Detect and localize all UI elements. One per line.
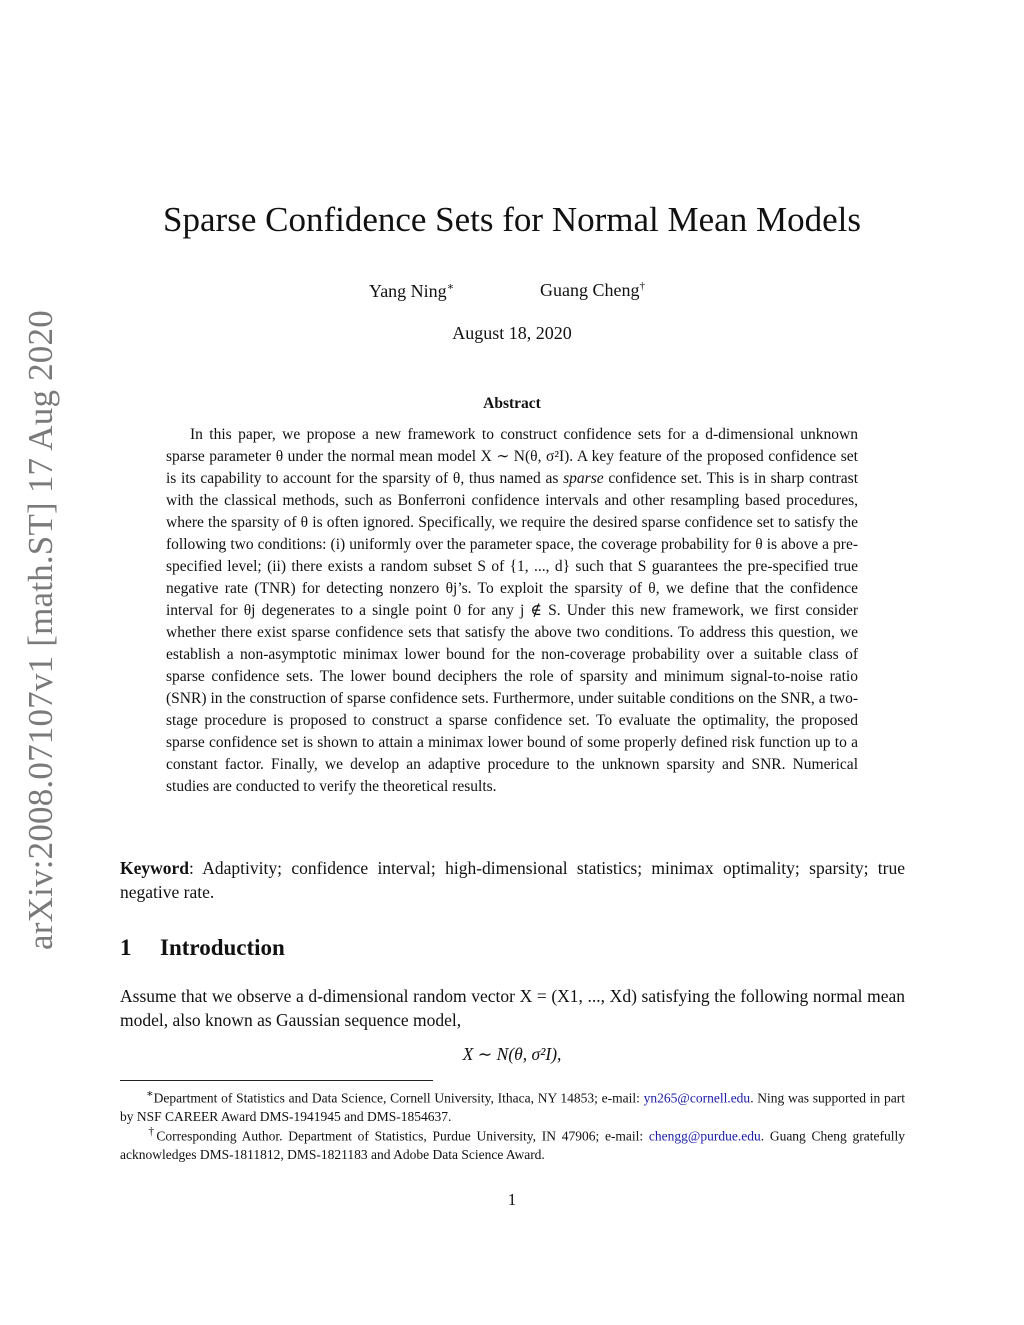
footnote-mark: ∗	[146, 1088, 154, 1100]
section-heading	[120, 935, 285, 961]
author-name: Yang Ning	[369, 281, 447, 301]
abstract-text-2: confidence set. This is in sharp contrast with the classical methods, such as Bonferroni confidence intervals and other resampling based procedures, where the sparsity of θ is often ignored. Specifically, we require the desired sparse confidence set to satisfy the following two conditions: (i) uniformly over the parameter space, the coverage probability for θ is above a pre-specified level; (ii) there exists a random subset S of {1, ..., d} such that S guarantees the pre-specified true negative rate (TNR) for detecting nonzero θj’s. To exploit the sparsity of θ, we define that the confidence interval for θj degenerates to a single point 0 for any j ∉ S. Under this new framework, we first consider whether there exist sparse confidence sets that satisfy the above two conditions. To address this question, we establish a non-asymptotic minimax lower bound for the non-coverage probability over a suitable class of sparse confidence sets. The lower bound deciphers the role of sparsity and minimum signal-to-noise ratio (SNR) in the construction of sparse confidence sets. Furthermore, under suitable conditions on the SNR, a two-stage procedure is proposed to construct a sparse confidence set. To evaluate the optimality, the proposed sparse confidence set is shown to attain a minimax lower bound of some properly defined risk function up to a constant factor. Finally, we develop an adaptive procedure to the unknown sparsity and SNR. Numerical studies are conducted to verify the theoretical results.	[166, 470, 859, 795]
section-number: 1	[120, 935, 132, 960]
footnote-rule	[120, 1080, 433, 1081]
email-link-cheng[interactable]: chengg@purdue.edu	[648, 1128, 761, 1144]
footnote-1	[120, 1085, 905, 1126]
paper-title: Sparse Confidence Sets for Normal Mean Models	[163, 200, 861, 239]
page-number: 1	[507, 1190, 517, 1209]
keyword-paragraph	[120, 856, 905, 904]
author-name: Guang Cheng	[540, 280, 640, 300]
abstract-emphasis: sparse	[563, 470, 604, 487]
author-ning	[369, 280, 454, 302]
footnote-mark: †	[639, 280, 645, 292]
email-link-ning[interactable]: yn265@cornell.edu	[643, 1090, 751, 1106]
arxiv-stamp: arXiv:2008.07107v1 [math.ST] 17 Aug 2020	[21, 310, 60, 950]
keyword-label: Keyword	[120, 858, 190, 878]
footnote-2	[120, 1123, 905, 1164]
footnote-text-2: . Guang Cheng gratefully acknowledges DMS-1811812, DMS-1821183 and Adobe Data Science Award.	[120, 1128, 906, 1162]
footnote-text-1: Department of Statistics and Data Science, Cornell University, Ithaca, NY 14853; e-mail:	[153, 1090, 644, 1106]
footnote-mark: ∗	[446, 281, 455, 293]
author-cheng	[540, 280, 645, 301]
footnote-text-1: Corresponding Author. Department of Statistics, Purdue University, IN 47906; e-mail:	[156, 1128, 649, 1144]
display-equation: X ∼ N(θ, σ²I),	[462, 1044, 562, 1064]
footnote-mark: †	[146, 1126, 157, 1138]
intro-paragraph: Assume that we observe a d-dimensional random vector X = (X1, ..., Xd) satisfying the following normal mean model, also known as Gaussian sequence model,	[120, 986, 905, 1030]
keyword-text: : Adaptivity; confidence interval; high-dimensional statistics; minimax optimality; sparsity; true negative rate.	[120, 858, 905, 902]
abstract-body	[166, 424, 858, 798]
footnote-text-2: . Ning was supported in part by NSF CAREER Award DMS-1941945 and DMS-1854637.	[120, 1090, 905, 1124]
paper-date: August 18, 2020	[452, 323, 572, 343]
abstract-text-1: In this paper, we propose a new framework to construct confidence sets for a d-dimensional unknown sparse parameter θ under the normal mean model X ∼ N(θ, σ²I). A key feature of the proposed confidence set is its capability to account for the sparsity of θ, thus named as	[166, 426, 858, 487]
section-title: Introduction	[160, 935, 285, 960]
abstract-heading: Abstract	[483, 395, 541, 412]
